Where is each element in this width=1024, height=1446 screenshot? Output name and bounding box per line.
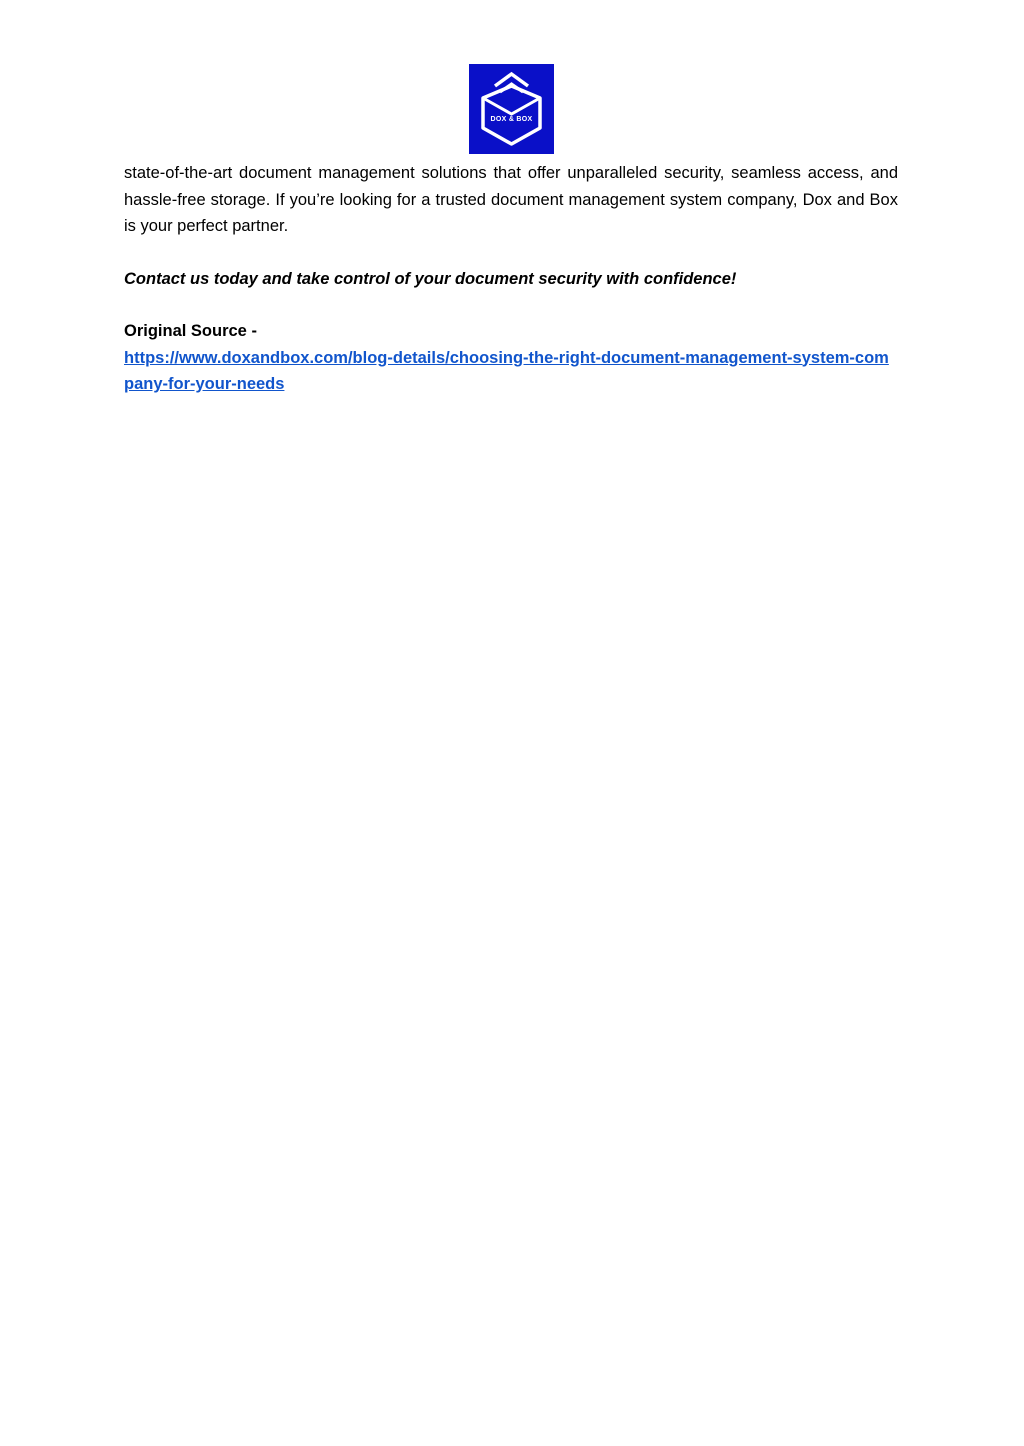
source-label: Original Source - — [124, 322, 257, 340]
document-body — [124, 160, 898, 398]
source-link[interactable]: https://www.doxandbox.com/blog-details/choosing-the-right-document-management-system-company-for-your-needs — [124, 348, 889, 393]
dox-and-box-logo — [469, 64, 554, 154]
intro-paragraph: state-of-the-art document management solutions that offer unparalleled security, seamless access, and hassle-free storage. If you’re looking for a trusted document management system company, Dox and Box is your perfect partner. — [124, 164, 898, 235]
original-source — [124, 318, 898, 398]
open-box-icon — [469, 64, 554, 154]
logo-text: DOX & BOX — [490, 116, 533, 123]
call-to-action: Contact us today and take control of your document security with confidence! — [124, 269, 737, 288]
